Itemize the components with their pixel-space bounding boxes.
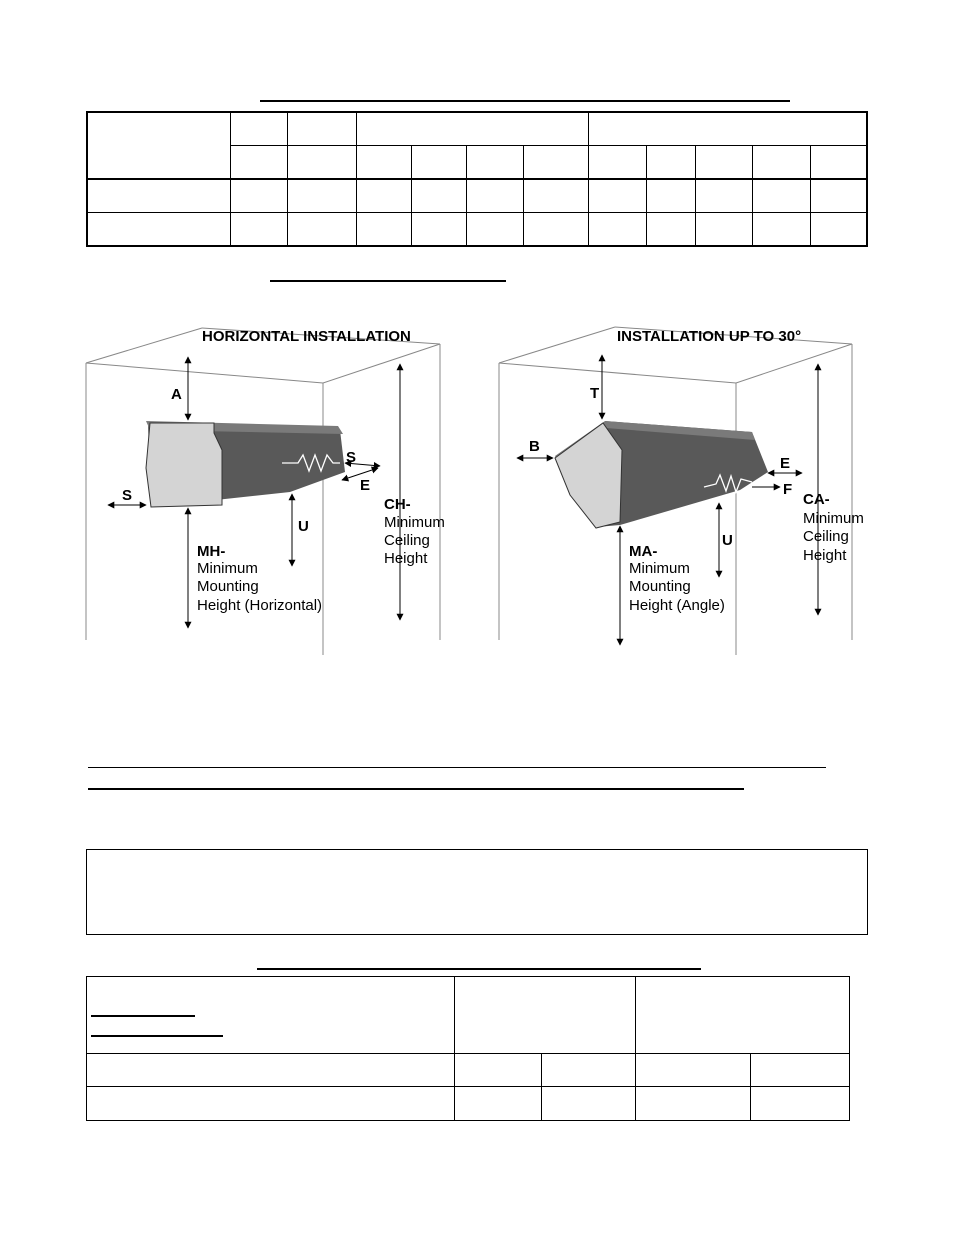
table-row [87, 977, 850, 1054]
label-ch-line2: Ceiling [384, 532, 430, 549]
label-ch-line3: Height [384, 550, 428, 567]
label-ca-line1: Minimum [803, 510, 864, 527]
model-table [86, 976, 850, 1121]
label-u-angled: U [722, 532, 733, 549]
header-rule-1 [91, 1015, 195, 1017]
label-mh: MH- [197, 543, 226, 560]
horizontal-heater [146, 421, 345, 507]
label-mh-line1: Minimum [197, 560, 258, 577]
label-ma-line2: Mounting [629, 578, 691, 595]
label-a: A [171, 386, 182, 403]
table-row [87, 1054, 850, 1087]
label-b: B [529, 438, 540, 455]
horizontal-installation-figure [86, 328, 445, 655]
label-ca-line3: Height [803, 547, 847, 564]
text-rule-2 [88, 788, 744, 790]
label-t: T [590, 385, 600, 402]
text-rule-1 [88, 767, 826, 768]
table2-heading-rule [257, 968, 701, 970]
table-row [87, 1087, 850, 1121]
angled-title: INSTALLATION UP TO 30° [617, 328, 802, 345]
label-e-angled: E [780, 455, 791, 472]
label-f: F [783, 481, 793, 498]
label-ch-line1: Minimum [384, 514, 445, 531]
label-mh-line2: Mounting [197, 578, 259, 595]
angled-installation-figure [499, 327, 864, 655]
note-box [86, 849, 868, 935]
label-ch: CH- [384, 496, 411, 513]
label-ma-line1: Minimum [629, 560, 690, 577]
label-u: U [298, 518, 309, 535]
header-rule-2 [91, 1035, 223, 1037]
label-s-end: S [346, 449, 357, 466]
label-e: E [360, 477, 371, 494]
label-ma-line3: Height (Angle) [629, 597, 725, 614]
horizontal-title: HORIZONTAL INSTALLATION [202, 328, 411, 345]
label-s-side: S [122, 487, 133, 504]
label-ca-line2: Ceiling [803, 528, 849, 545]
label-ca: CA- [803, 491, 830, 508]
label-ma: MA- [629, 543, 658, 560]
label-mh-line3: Height (Horizontal) [197, 597, 323, 614]
